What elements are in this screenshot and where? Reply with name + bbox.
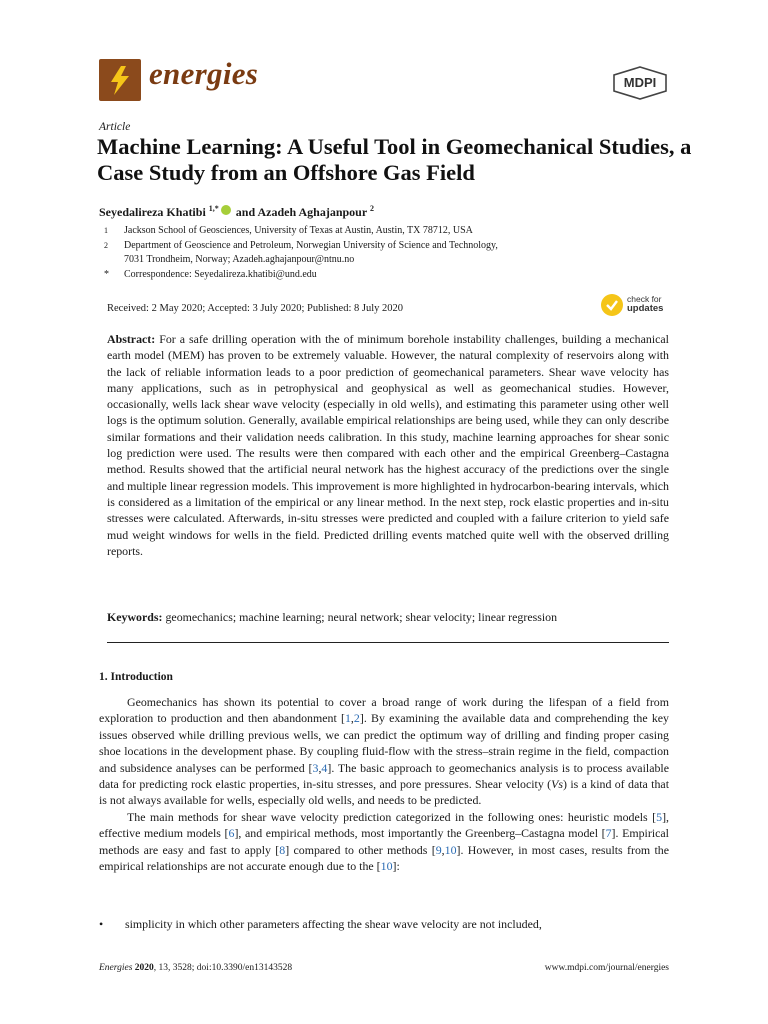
keywords-label: Keywords: (107, 610, 163, 624)
footer-citation (99, 963, 292, 973)
check-for-updates-icon[interactable] (601, 294, 623, 316)
article-type: Article (99, 121, 131, 133)
keywords-text: geomechanics; machine learning; neural network; shear velocity; linear regression (165, 610, 558, 624)
journal-logo (99, 59, 141, 101)
affiliation-row (104, 253, 664, 268)
affiliation-row (104, 268, 664, 283)
paragraph-text: ]: (392, 859, 400, 874)
paragraph-text: ], and empirical methods, most importantly the Greenberg–Castagna model [ (234, 826, 606, 841)
affiliation-row (104, 239, 664, 254)
citation-link[interactable]: 4 (321, 760, 328, 775)
citation-link[interactable]: 9 (435, 842, 442, 857)
orcid-icon[interactable] (221, 205, 231, 215)
mdpi-logo[interactable] (612, 66, 668, 100)
affiliation-row (104, 224, 664, 239)
paragraph-text: The main methods for shear wave velocity prediction categorized in the following ones: heuristic models [ (127, 809, 657, 824)
affiliation-text: Jackson School of Geosciences, University of Texas at Austin, Austin, TX 78712, USA (124, 225, 473, 236)
citation-link[interactable]: 6 (228, 826, 235, 841)
correspondence-text: Correspondence: Seyedalireza.khatibi@und.edu (124, 268, 317, 280)
check-for-updates-label[interactable]: check for (627, 294, 662, 304)
citation-link[interactable]: 8 (279, 842, 286, 857)
paragraph: Geomechanics has shown its potential to cover a broad range of work during the lifespan of a field from exploration to production and then abandonment [1,2]. By examining the available data and comprehending the key issues observed while drilling previous wells, we can predict the optimum way of drilling and finding proper casing shoe locations in the development phase. By coupling fluid-flow with the stress–strain regime in the field, compaction and subsidence analyses can be performed [3,4]. The basic approach to geomechanics analysis is to process available data for predicting rock elastic properties, in-situ stresses, and pore pressures. Shear velocity (Vs) is a kind of data that is not always available for wells, especially old wells, and needs to be predicted. (99, 695, 669, 808)
citation-link[interactable]: 2 (353, 711, 360, 726)
paragraph: The main methods for shear wave velocity prediction categorized in the following ones: heuristic models [5], effective medium models [6], and empirical methods, most importantly the Greenberg–Castagna model [7]. Empirical methods are easy and fast to apply [8] compared to other methods [9,10]. However, in most cases, results from the empirical relationships are not accurate enough due to the [10]: (99, 809, 670, 874)
divider (107, 642, 669, 643)
footer-journal: Energies (99, 963, 133, 973)
citation-link[interactable]: 10 (444, 842, 457, 857)
affiliation-text: 7031 Trondheim, Norway; Azadeh.aghajanpour@ntnu.no (124, 254, 355, 265)
paragraph-text: ] compared to other methods [ (285, 842, 436, 857)
abstract (107, 331, 669, 559)
journal-name: energies (149, 56, 259, 91)
paragraph-text: ) is a kind of data that is not always available for wells, especially old wells, and needs to be predicted. (99, 777, 669, 808)
list-item (99, 917, 669, 932)
affiliation-text: Department of Geoscience and Petroleum, Norwegian University of Science and Technology, (124, 239, 498, 251)
footer-year: 2020 (134, 963, 154, 973)
citation-link[interactable]: 7 (605, 826, 612, 841)
footer-url[interactable]: www.mdpi.com/journal/energies (544, 963, 669, 973)
affiliation-mark (104, 253, 124, 268)
author-1-affiliation-mark: 1,* (208, 204, 219, 213)
check-for-updates-label-bold[interactable]: updates (627, 303, 664, 314)
article-title: Machine Learning: A Useful Tool in Geomechanical Studies, a Case Study from an Offshore Gas Field (97, 134, 692, 185)
affiliation-mark: 2 (104, 240, 108, 250)
section-body (99, 694, 669, 874)
paragraph-text: Geomechanics has shown its potential to cover a broad range of work during the lifespan of a field from exploration to production and then abandonment [ (99, 695, 669, 726)
keywords (107, 610, 669, 625)
abstract-label: Abstract: (107, 332, 156, 346)
abstract-text: For a safe drilling operation with the of minimum borehole instability challenges, building a mechanical earth model (MEM) has proven to be extremely valuable. However, the natural complexity of reservoirs along with the lack of reliable information leads to a poor prediction of geomechanical parameters. Shear wave velocity has many applications, such as in petrophysical and geophysical as well as geomechanical studies. However, occasionally, wells lack shear wave velocity (especially in old wells), and estimating this parameter using other well logs is the optimum solution. Generally, available empirical relationships are being used, while they can only describe similar formations and their validation needs calibration. In this study, machine learning approaches for shear sonic log prediction were used. The results were then compared with each other and the empirical Greenberg–Castagna method. Results showed that the artificial neural network has the highest accuracy of the predictions over the single and multiple linear regression models. This improvement is more highlighted in hydrocarbon-bearing intervals, which is considered as a limitation of the empirical or any linear method. In the next step, rock elastic properties and in-situ stresses were calculated. Afterwards, in-situ stresses were predicted and coupled with a failure criterion to yield safe mud weight windows for wells in the field. Predicted drilling events matched quite well with the observed drilling reports. (107, 332, 669, 558)
section-heading: 1. Introduction (99, 671, 173, 683)
affiliation-mark: * (104, 268, 109, 280)
citation-link[interactable]: 10 (380, 859, 393, 874)
lightning-bolt-icon (99, 59, 141, 101)
paragraph-text: ]. The basic approach to geomechanics analysis is to process available data for predicting rock elastic properties, in-situ stresses, and pore pressures. Shear velocity ( (99, 760, 669, 792)
paragraph-text: ]. By examining the available data and comprehending the key issues observed while drilling previous wells, we can predict the optimum way of drilling and finding proper casing shoe locations in the development phase. By coupling fluid-flow with the stress–strain regime in the field, compaction and subsidence analyses can be performed [ (99, 711, 669, 775)
list-item-text: simplicity in which other parameters affecting the shear wave velocity are not included, (125, 917, 542, 931)
citation-link[interactable]: 1 (344, 711, 351, 726)
citation-link[interactable]: 3 (312, 760, 319, 775)
author-1[interactable]: Seyedalireza Khatibi (99, 205, 206, 219)
author-2-affiliation-mark: 2 (369, 204, 374, 213)
mdpi-logo-text: MDPI (623, 75, 657, 90)
bullet-icon: • (99, 917, 104, 931)
publication-dates: Received: 2 May 2020; Accepted: 3 July 2020; Published: 8 July 2020 (107, 303, 404, 314)
authors (99, 204, 374, 220)
footer-volume-doi[interactable]: , 13, 3528; doi:10.3390/en13143528 (153, 963, 293, 973)
affiliation-mark: 1 (104, 226, 108, 235)
paragraph-text: ]. Empirical methods are easy and fast to apply [ (99, 826, 669, 857)
vs-symbol: Vs (551, 777, 563, 792)
affiliations (104, 224, 664, 282)
author-join: and (235, 205, 256, 219)
paragraph-text: ]. However, in most cases, results from the empirical relationships are not accurate enough due to the [ (99, 842, 670, 874)
author-2[interactable]: Azadeh Aghajanpour (257, 205, 367, 219)
paragraph-text: ], effective medium models [ (99, 809, 669, 841)
citation-link[interactable]: 5 (656, 809, 663, 824)
